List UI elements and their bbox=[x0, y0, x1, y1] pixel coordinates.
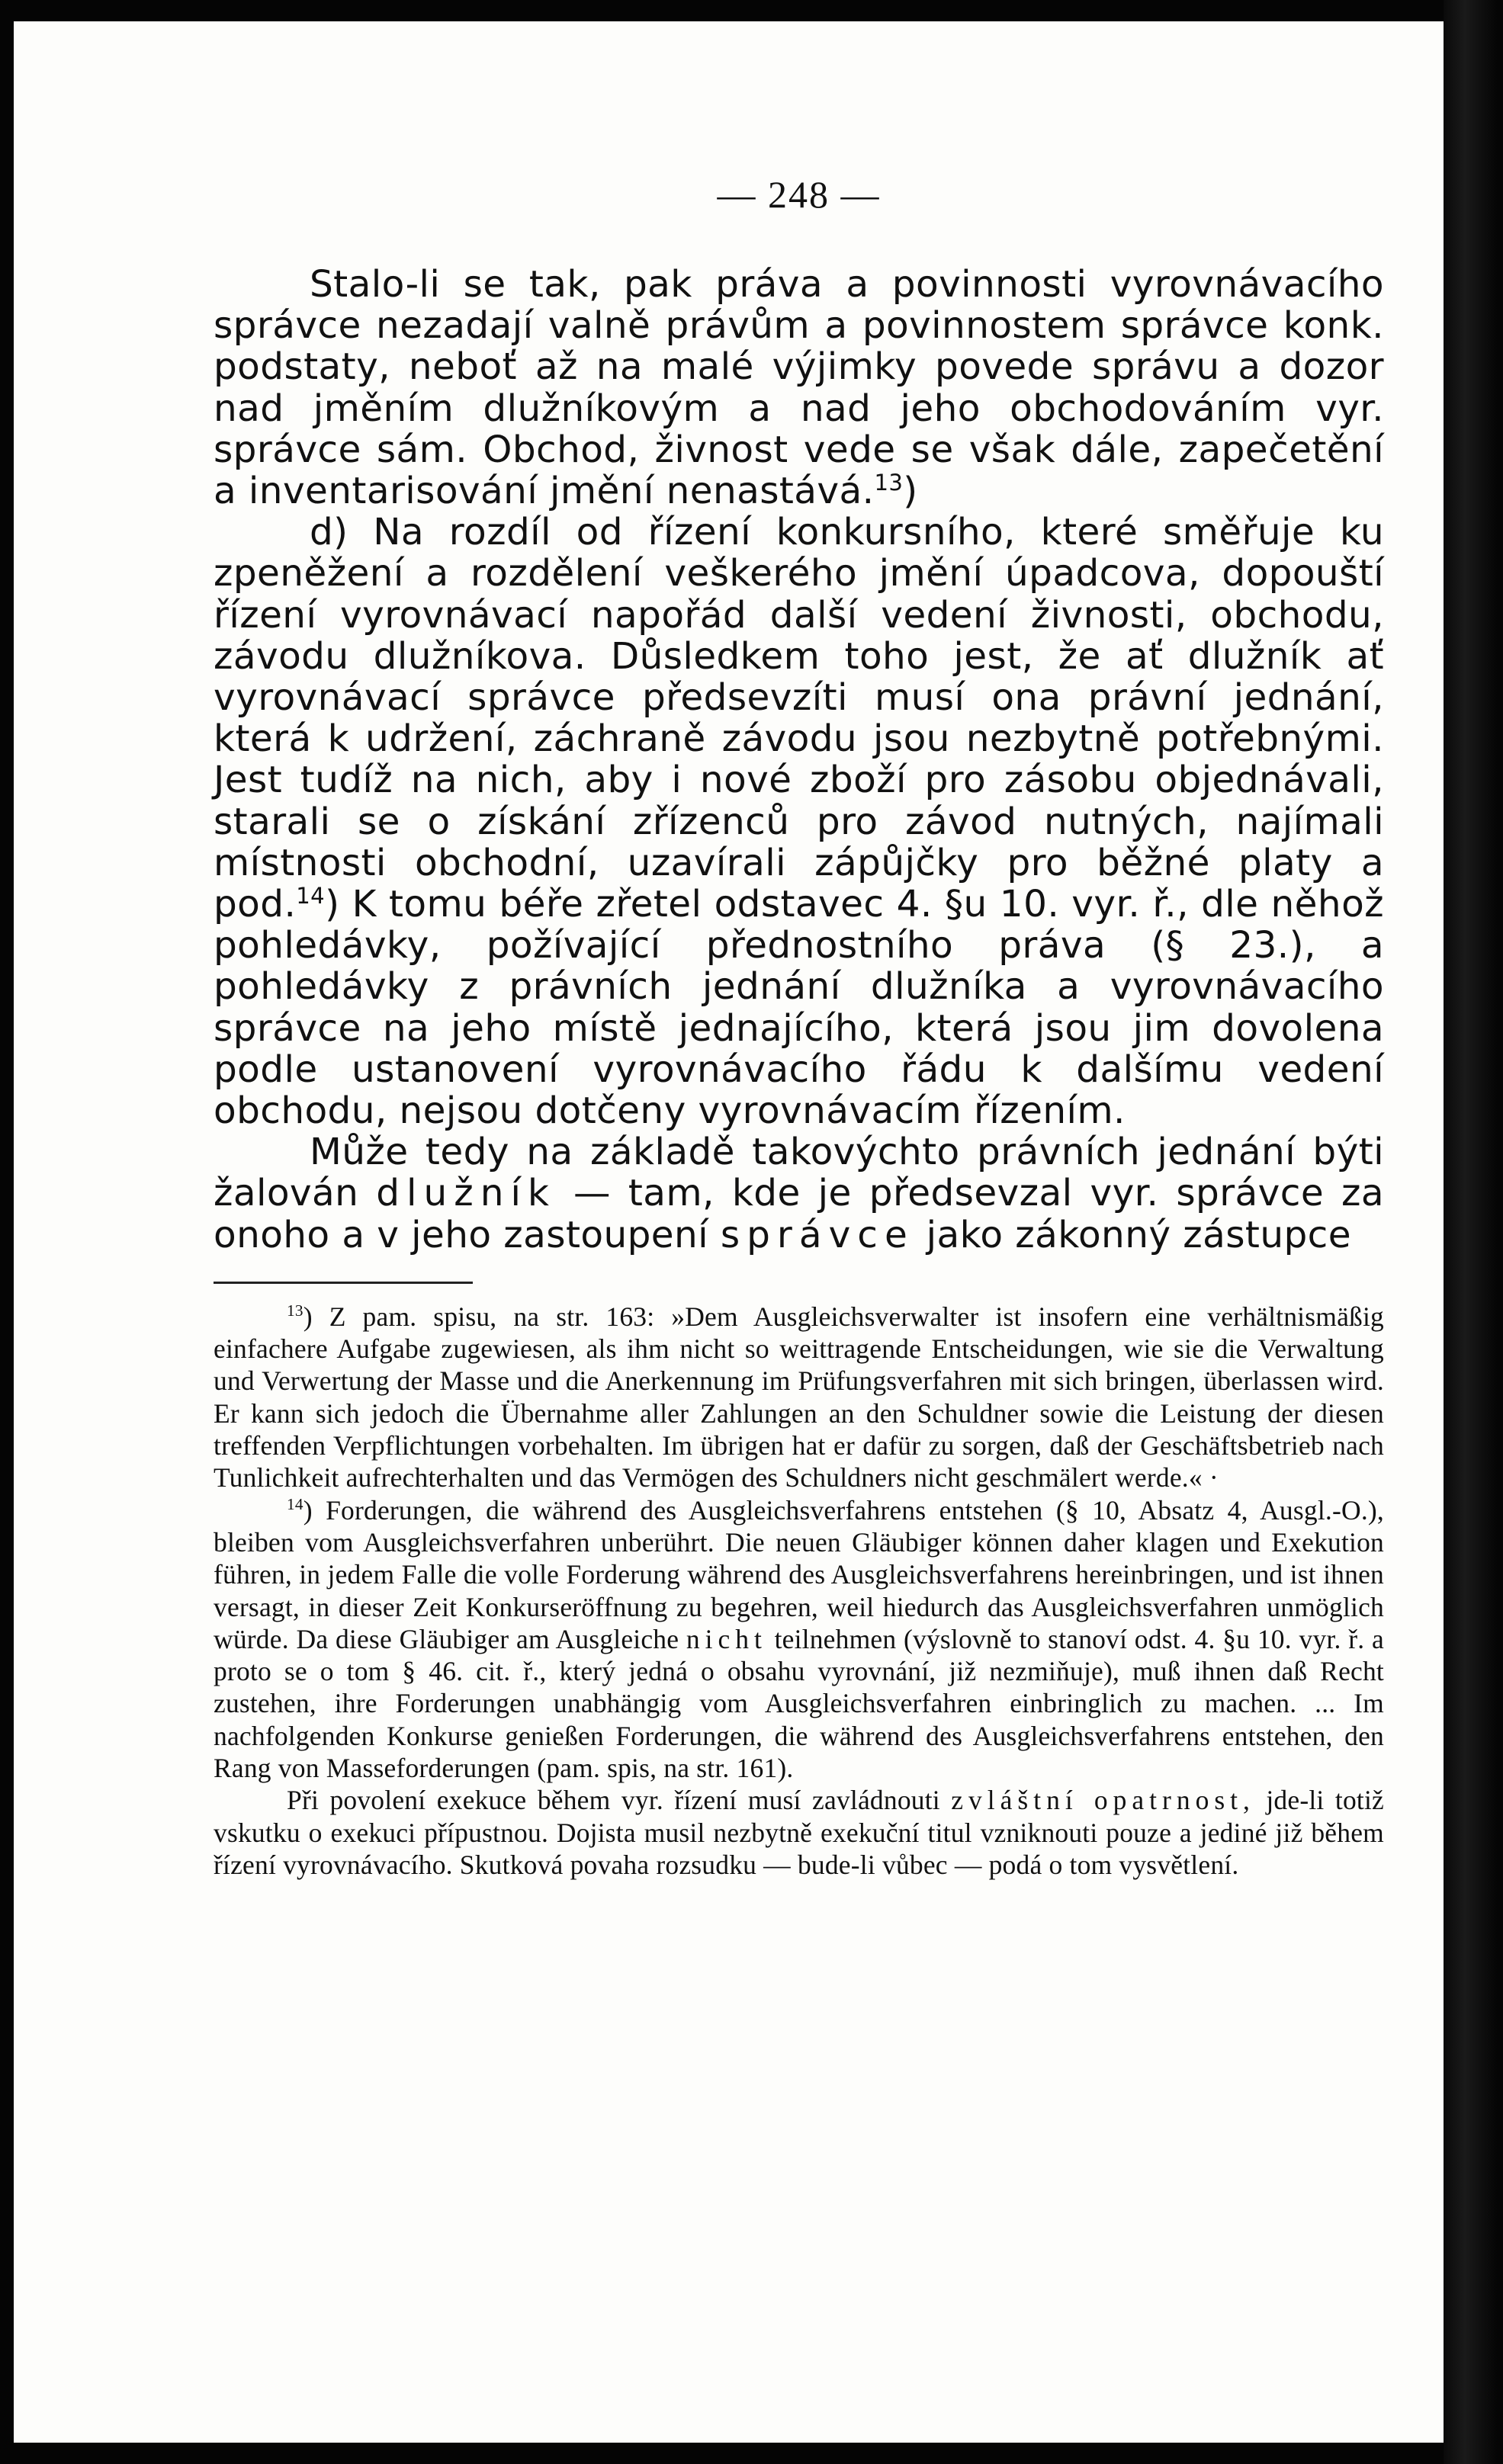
spaced-word-dluznik: dlužník bbox=[376, 1172, 557, 1215]
paragraph-1-close: ) bbox=[903, 470, 918, 513]
footnote-13-number: 13 bbox=[287, 1301, 303, 1320]
body-text bbox=[214, 264, 1384, 1256]
footnote-13 bbox=[214, 1301, 1384, 1494]
page-edge-shadow bbox=[1444, 0, 1497, 2464]
spaced-word-zvlastni-opatrnost: zvláštní opatrnost, bbox=[951, 1785, 1255, 1816]
spaced-word-nicht: nicht bbox=[686, 1623, 767, 1654]
paragraph-3-text: Může tedy na základě takovýchto právních jednání býti žalován bbox=[214, 1131, 1384, 1215]
footnote-divider bbox=[214, 1282, 473, 1284]
spaced-word-spravce: správce bbox=[720, 1213, 914, 1256]
footnote-14-paragraph-2 bbox=[214, 1784, 1384, 1881]
page-number: — 248 — bbox=[717, 173, 881, 216]
footnote-13-text: ) Z pam. spisu, na str. 163: »Dem Ausgleichsverwalter ist insofern eine verhältnismäßig einfachere Aufgabe zugewiesen, als ihm nicht so weittragende Entscheidungen, wie sie die Verwaltung und Verwertung der Masse und die Anerkennung im Prüfungsverfahren mit sich bringen, überlassen wird. Er kann sich jedoch die Übernahme aller Zahlungen an den Schuldner sowie die Leistung der diesen treffenden Verpflichtungen vorbehalten. Im übrigen hat er dafür zu sorgen, daß der Geschäftsbetrieb nach Tunlichkeit aufrechterhalten und das Vermögen des Schuldners nicht geschmälert werde.« · bbox=[214, 1301, 1384, 1493]
paragraph-2 bbox=[214, 512, 1384, 1131]
footnote-14-p2-text-cont: jde-li totiž vskutku o exekuci přípustnou. Dojista musil nezbytně exekuční titul vzniknouti pouze a jediné již během řízení vyrovnávacího. Skutková povaha rozsudku — bude-li vůbec — podá o tom vysvětlení. bbox=[214, 1785, 1384, 1880]
footnotes bbox=[214, 1301, 1384, 1881]
footnote-ref-13[interactable]: 13 bbox=[874, 469, 904, 496]
paragraph-2-text: d) Na rozdíl od řízení konkursního, které směřuje ku zpeněžení a rozdělení veškerého jmění úpadcova, dopouští řízení vyrovnávací napořád další vedení živnosti, obchodu, závodu dlužníkova. Důsledkem toho jest, že ať dlužník ať vyrovnávací správce předsevzíti musí ona právní jednání, která k udržení, záchraně závodu jsou nezbytně potřebnými. Jest tudíž na nich, aby i nové zboží pro zásobu objednávali, starali se o získání zřízenců pro závod nutných, najímali místnosti obchodní, uzavírali zápůjčky pro běžné platy a pod. bbox=[214, 511, 1384, 926]
footnote-14-text: ) Forderungen, die während des Ausgleichsverfahrens entstehen (§ 10, Absatz 4, Ausgl.-O.), bleiben vom Ausgleichsverfahren unberührt. Die neuen Gläubiger können daher klagen und Exekution führen, in jedem Falle die volle Forderung während des Ausgleichsverfahrens hereinbringen, und ist ihnen versagt, in dieser Zeit Konkurseröffnung zu begehren, weil hiedurch das Ausgleichsverfahren unmöglich würde. Da diese Gläubiger am Ausgleiche bbox=[214, 1494, 1384, 1654]
paragraph-3-text-cont: — tam, kde je předsevzal vyr. správce za onoho a v jeho zastoupení bbox=[214, 1172, 1384, 1256]
paragraph-1-text: Stalo-li se tak, pak práva a povinnosti vyrovnávacího správce nezadají valně právům a povinnostem správce konk. podstaty, neboť až na malé výjimky povede správu a dozor nad jměním dlužníkovým a nad jeho obchodováním vyr. správce sám. Obchod, živnost vede se však dále, zapečetění a inventarisování jmění nenastává. bbox=[214, 263, 1384, 513]
paragraph-3 bbox=[214, 1131, 1384, 1256]
footnote-14-text-cont: teilnehmen (výslovně to stanoví odst. 4. §u 10. vyr. ř. a proto se o tom § 46. cit. ř., který jedná o obsahu vyrovnání, již nezmiňuje), muß ihnen daß Recht zustehen, ihre Forderungen unabhängig vom Ausgleichsverfahren einbringlich zu machen. ... Im nachfolgenden Konkurse genießen Forderungen, die während des Ausgleichsverfahrens entstehen, den Rang von Masseforderungen (pam. spis, na str. 161). bbox=[214, 1623, 1384, 1784]
footnote-14-p2-text: Při povolení exekuce během vyr. řízení musí zavládnouti bbox=[287, 1785, 940, 1816]
paragraph-1 bbox=[214, 264, 1384, 512]
paragraph-3-text-end: jako zákonný zástupce bbox=[926, 1213, 1351, 1256]
footnote-14-number: 14 bbox=[287, 1494, 303, 1513]
footnote-ref-14[interactable]: 14 bbox=[296, 882, 326, 909]
paragraph-2-text-cont: ) K tomu béře zřetel odstavec 4. §u 10. vyr. ř., dle něhož pohledávky, požívající přednostního práva (§ 23.), a pohledávky z právních jednání dlužníka a vyrovnávacího správce na jeho místě jednajícího, která jsou jim dovolena podle ustanovení vyrovnávacího řádu k dalšímu vedení obchodu, nejsou dotčeny vyrovnávacím řízením. bbox=[214, 883, 1384, 1133]
page-content bbox=[214, 172, 1384, 1881]
footnote-14 bbox=[214, 1494, 1384, 1785]
